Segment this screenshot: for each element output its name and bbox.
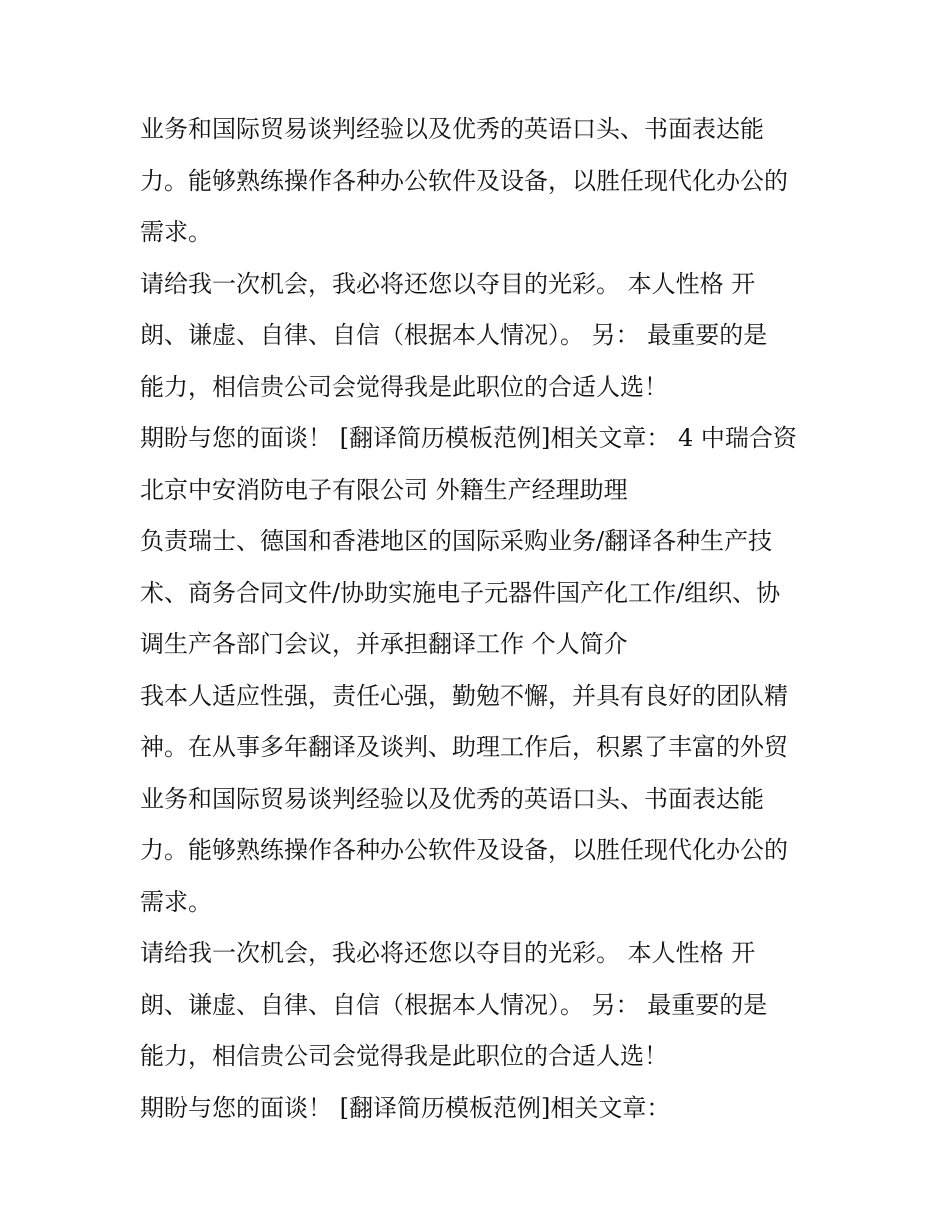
document-body: [140, 104, 830, 1134]
text-line: 请给我一次机会，我必将还您以夺目的光彩。 本人性格 开: [140, 269, 756, 298]
text-line: 朗、谦虚、自律、自信（根据本人情况）。 另： 最重要的是: [140, 321, 768, 349]
text-line: 我本人适应性强，责任心强，勤勉不懈，并具有良好的团队精: [140, 681, 788, 710]
text-line: 业务和国际贸易谈判经验以及优秀的英语口头、书面表达能: [140, 784, 764, 813]
text-line: 术、商务合同文件/协助实施电子元器件国产化工作/组织、协: [140, 578, 781, 607]
text-line: 力。能够熟练操作各种办公软件及设备，以胜任现代化办公的: [140, 166, 788, 195]
text-line: 朗、谦虚、自律、自信（根据本人情况）。 另： 最重要的是: [140, 990, 768, 1019]
text-line: 业务和国际贸易谈判经验以及优秀的英语口头、书面表达能: [140, 115, 764, 143]
text-line: 期盼与您的面谈！ [翻译简历模板范例]相关文章： 4 中瑞合资: [140, 424, 797, 452]
text-line: 需求。: [140, 218, 212, 246]
text-line: 期盼与您的面谈！ [翻译简历模板范例]相关文章：: [140, 1093, 671, 1122]
text-line: 能力，相信贵公司会觉得我是此职位的合适人选！: [140, 372, 668, 401]
text-line: 调生产各部门会议，并承担翻译工作 个人简介: [140, 630, 628, 658]
text-line: 请给我一次机会，我必将还您以夺目的光彩。 本人性格 开: [140, 939, 756, 967]
text-line: 北京中安消防电子有限公司 外籍生产经理助理: [140, 475, 628, 504]
text-line: 负责瑞士、德国和香港地区的国际采购业务/翻译各种生产技: [140, 527, 773, 555]
text-line: 神。在从事多年翻译及谈判、助理工作后，积累了丰富的外贸: [140, 733, 788, 761]
text-line: 力。能够熟练操作各种办公软件及设备，以胜任现代化办公的: [140, 836, 788, 864]
text-line: 需求。: [140, 887, 212, 916]
text-line: 能力，相信贵公司会觉得我是此职位的合适人选！: [140, 1042, 668, 1070]
